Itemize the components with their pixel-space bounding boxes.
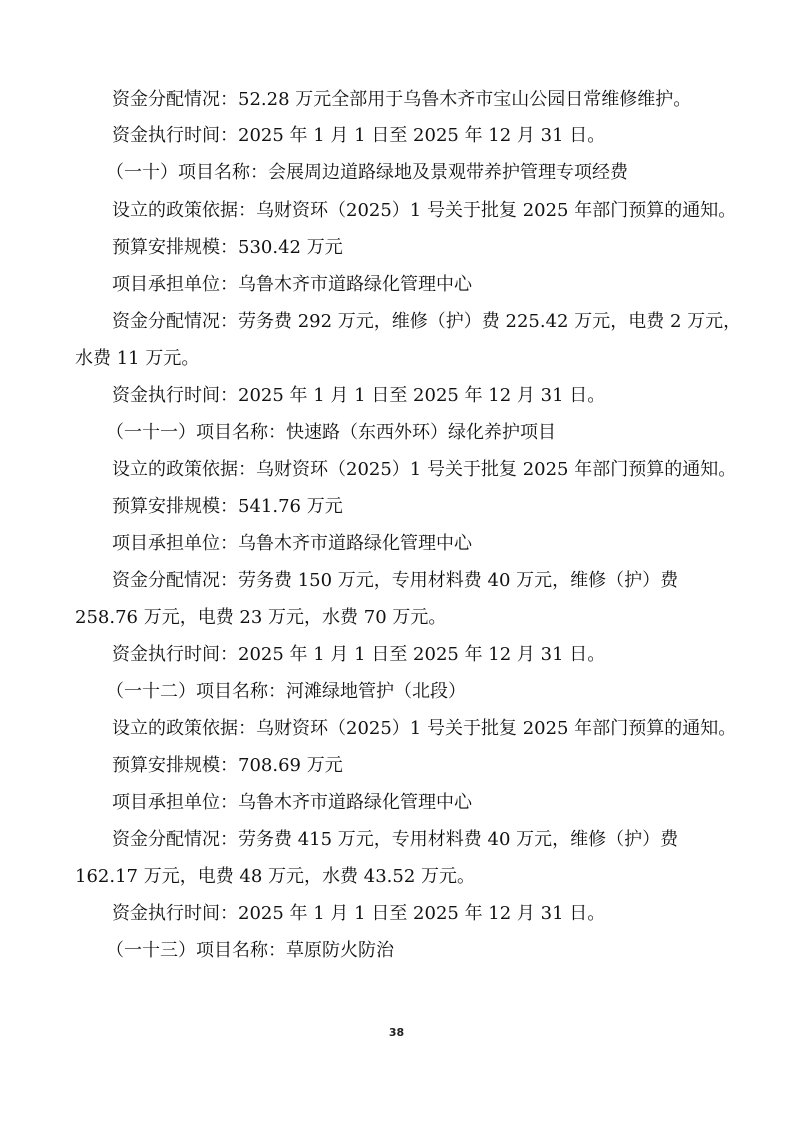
responsible-unit-line: 项目承担单位：乌鲁木齐市道路绿化管理中心: [112, 792, 472, 813]
allocation-line: 资金分配情况：劳务费 415 万元，专用材料费 40 万元，维修（护）费: [112, 829, 679, 850]
execution-time-line: 资金执行时间：2025 年 1 月 1 日至 2025 年 12 月 31 日。: [112, 125, 606, 146]
project-heading: （一十三）项目名称：草原防火防治: [106, 940, 394, 961]
allocation-line: 资金分配情况：52.28 万元全部用于乌鲁木齐市宝山公园日常维修维护。: [112, 89, 692, 110]
allocation-line: 资金分配情况：劳务费 292 万元，维修（护）费 225.42 万元，电费 2 万元，: [112, 311, 742, 332]
allocation-line-continued: 水费 11 万元。: [75, 348, 200, 369]
policy-basis-line: 设立的政策依据：乌财资环（2025）1 号关于批复 2025 年部门预算的通知。: [112, 200, 737, 221]
budget-scale-line: 预算安排规模：708.69 万元: [112, 755, 343, 776]
budget-scale-line: 预算安排规模：541.76 万元: [112, 496, 343, 517]
responsible-unit-line: 项目承担单位：乌鲁木齐市道路绿化管理中心: [112, 274, 472, 295]
allocation-line-continued: 258.76 万元，电费 23 万元，水费 70 万元。: [75, 607, 447, 628]
project-heading: （一十一）项目名称：快速路（东西外环）绿化养护项目: [106, 422, 556, 443]
execution-time-line: 资金执行时间：2025 年 1 月 1 日至 2025 年 12 月 31 日。: [112, 644, 606, 665]
project-heading: （一十）项目名称：会展周边道路绿地及景观带养护管理专项经费: [106, 162, 628, 183]
policy-basis-line: 设立的政策依据：乌财资环（2025）1 号关于批复 2025 年部门预算的通知。: [112, 459, 737, 480]
allocation-line-continued: 162.17 万元，电费 48 万元，水费 43.52 万元。: [75, 866, 476, 887]
policy-basis-line: 设立的政策依据：乌财资环（2025）1 号关于批复 2025 年部门预算的通知。: [112, 718, 737, 739]
execution-time-line: 资金执行时间：2025 年 1 月 1 日至 2025 年 12 月 31 日。: [112, 903, 606, 924]
page-number: 38: [388, 1026, 405, 1039]
execution-time-line: 资金执行时间：2025 年 1 月 1 日至 2025 年 12 月 31 日。: [112, 385, 606, 406]
project-heading: （一十二）项目名称：河滩绿地管护（北段）: [106, 681, 466, 702]
responsible-unit-line: 项目承担单位：乌鲁木齐市道路绿化管理中心: [112, 533, 472, 554]
allocation-line: 资金分配情况：劳务费 150 万元，专用材料费 40 万元，维修（护）费: [112, 570, 679, 591]
budget-scale-line: 预算安排规模：530.42 万元: [112, 237, 343, 258]
